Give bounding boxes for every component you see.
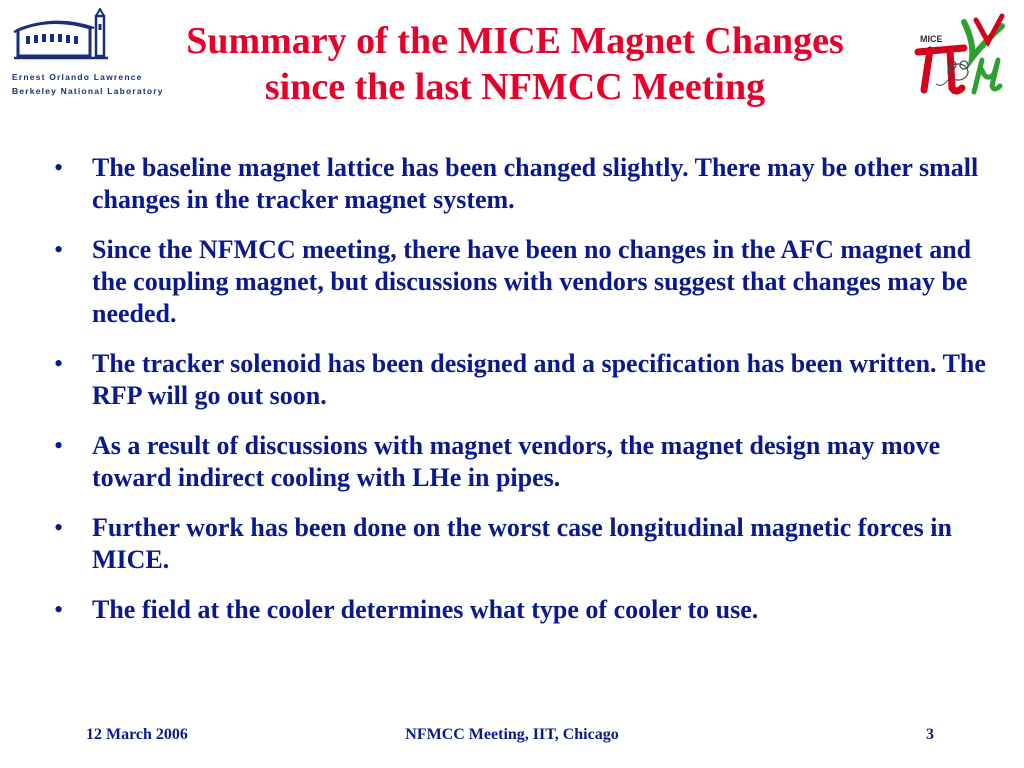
bullet-dot: •	[54, 153, 64, 182]
bullet-text: As a result of discussions with magnet vendors, the magnet design may move toward indirect cooling with LHe in pipes.	[92, 431, 941, 492]
bullet-item	[54, 430, 994, 494]
footer-meeting: NFMCC Meeting, IIT, Chicago	[405, 726, 619, 743]
bullet-dot: •	[54, 431, 64, 460]
bullet-item	[54, 512, 994, 576]
slide-number: 3	[926, 726, 934, 743]
slide-title-line2: since the last NFMCC Meeting	[264, 66, 766, 108]
bullet-item	[54, 152, 994, 216]
bullet-dot: •	[54, 513, 64, 542]
mice-logo	[912, 12, 1012, 104]
bullet-dot: •	[54, 349, 64, 378]
bullet-item	[54, 594, 994, 626]
bullet-text: Since the NFMCC meeting, there have been no changes in the AFC magnet and the coupling magnet, but discussions with vendors suggest that changes may be needed.	[92, 235, 972, 328]
footer-date: 12 March 2006	[86, 726, 188, 743]
slide-title	[110, 18, 920, 110]
bullet-item	[54, 348, 994, 412]
bullet-text: Further work has been done on the worst case longitudinal magnetic forces in MICE.	[92, 513, 952, 574]
bullet-item	[54, 234, 994, 330]
bullet-dot: •	[54, 595, 64, 624]
lab-name-line1: Ernest Orlando Lawrence	[12, 72, 143, 82]
lab-name-line2: Berkeley National Laboratory	[12, 86, 164, 96]
mice-particle-icon	[912, 12, 1012, 104]
bullet-text: The field at the cooler determines what type of cooler to use.	[92, 595, 759, 624]
slide-title-line1: Summary of the MICE Magnet Changes	[186, 20, 844, 62]
bullet-text: The tracker solenoid has been designed and a specification has been written. The RFP will go out soon.	[92, 349, 986, 410]
bullet-list	[54, 152, 994, 644]
mice-logo-text: MICE	[920, 34, 943, 44]
bullet-dot: •	[54, 235, 64, 264]
bullet-text: The baseline magnet lattice has been changed slightly. There may be other small changes in the tracker magnet system.	[92, 153, 979, 214]
